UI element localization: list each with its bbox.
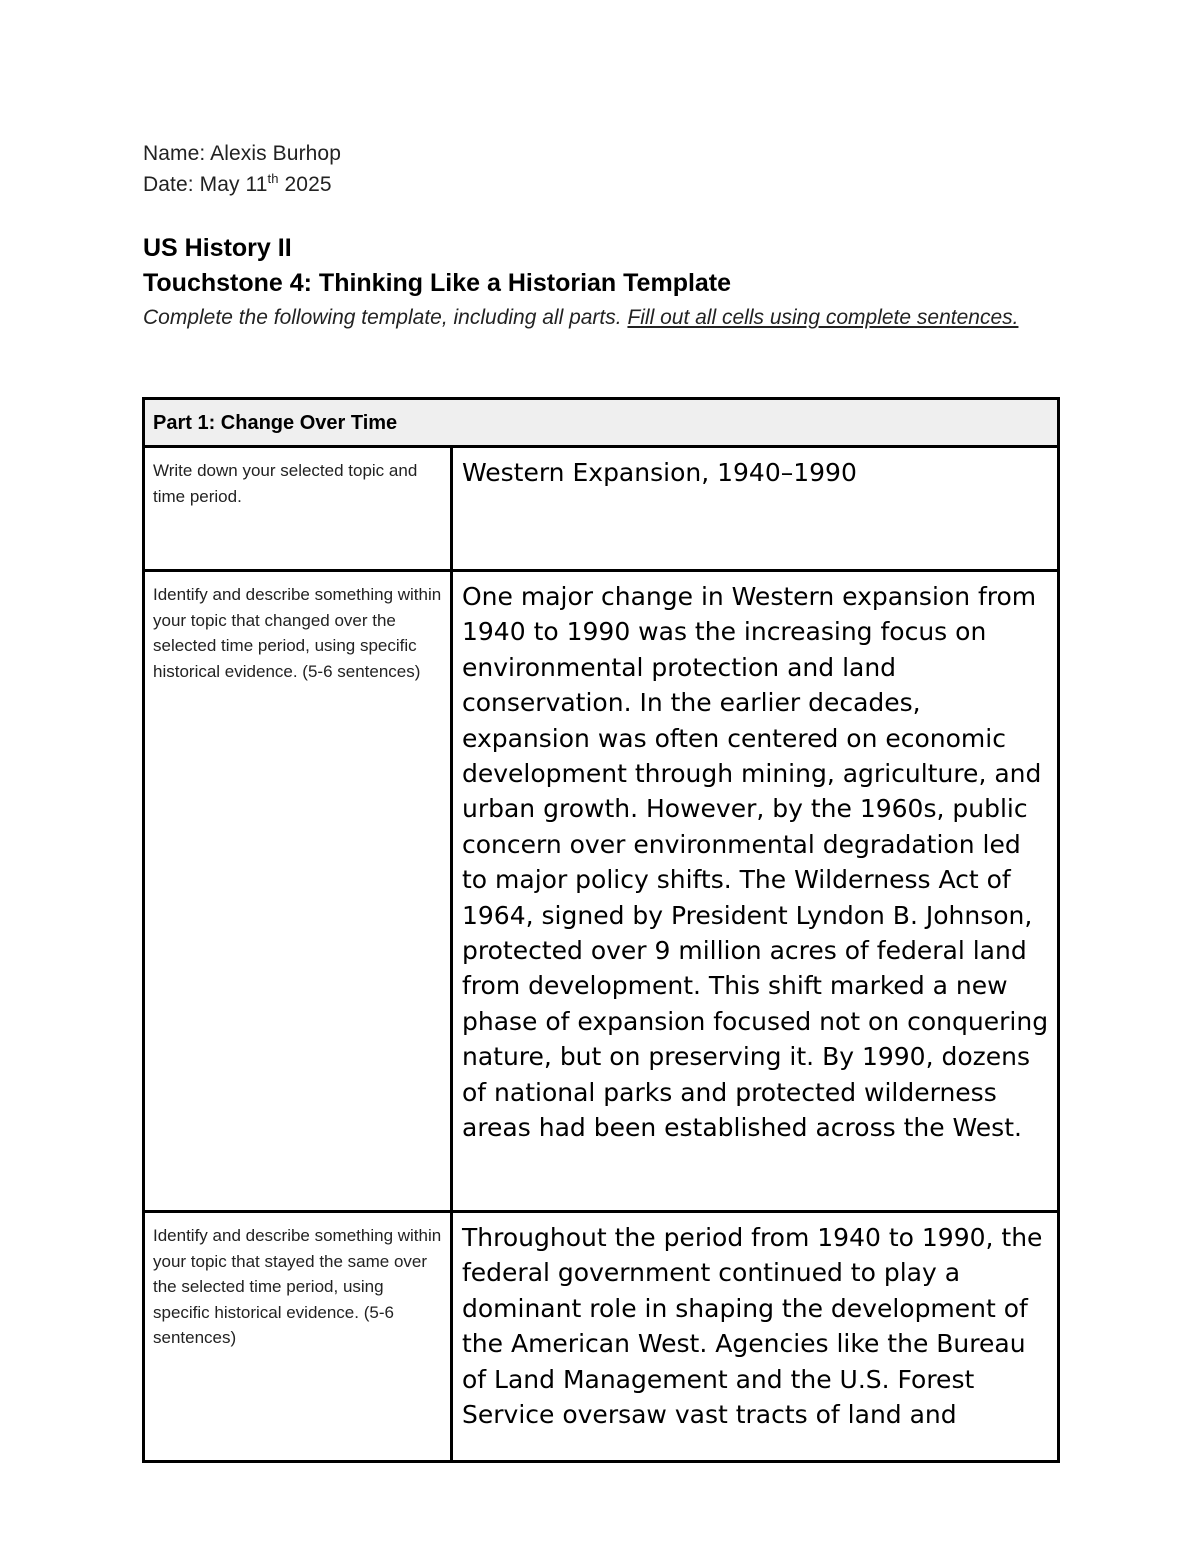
change-prompt: Identify and describe something within your topic that changed over the selected time period, using specific historical evidence. (5-6 sentences) <box>144 571 452 1212</box>
document-page <box>143 138 1061 333</box>
instructions-text: Complete the following template, including all parts. <box>143 306 628 329</box>
student-name <box>143 138 1061 169</box>
table-row <box>144 571 1059 1212</box>
name-line: Name: Alexis Burhop <box>143 142 341 165</box>
date-prefix: Date: May 11 <box>143 173 268 196</box>
topic-answer[interactable]: Western Expansion, 1940–1990 <box>452 447 1059 571</box>
date-line <box>143 169 1061 200</box>
topic-prompt: Write down your selected topic and time period. <box>144 447 452 571</box>
continuity-prompt: Identify and describe something within your topic that stayed the same over the selected time period, using specific historical evidence. (5-6 sentences) <box>144 1212 452 1462</box>
table-header-row <box>144 399 1059 447</box>
course-title: US History II <box>143 234 292 262</box>
continuity-answer[interactable]: Throughout the period from 1940 to 1990, the federal government continued to play a dominant role in shaping the development of the American West. Agencies like the Bureau of Land Management and the U.S. Forest Service oversaw vast tracts of land and <box>452 1212 1059 1462</box>
instructions <box>143 302 1023 333</box>
part-1-header: Part 1: Change Over Time <box>144 399 1059 447</box>
assignment-title: Touchstone 4: Thinking Like a Historian Template <box>143 269 732 297</box>
date-suffix: 2025 <box>278 173 332 196</box>
instructions-underlined: Fill out all cells using complete sentences. <box>627 306 1019 329</box>
template-table <box>142 397 1060 1463</box>
change-answer[interactable]: One major change in Western expansion from 1940 to 1990 was the increasing focus on environmental protection and land conservation. In the earlier decades, expansion was often centered on economic development through mining, agriculture, and urban growth. However, by the 1960s, public concern over environmental degradation led to major policy shifts. The Wilderness Act of 1964, signed by President Lyndon B. Johnson, protected over 9 million acres of federal land from development. This shift marked a new phase of expansion focused not on conquering nature, but on preserving it. By 1990, dozens of national parks and protected wilderness areas had been established across the West. <box>452 571 1059 1212</box>
date-superscript: th <box>267 171 279 186</box>
table-row <box>144 1212 1059 1462</box>
table-row <box>144 447 1059 571</box>
